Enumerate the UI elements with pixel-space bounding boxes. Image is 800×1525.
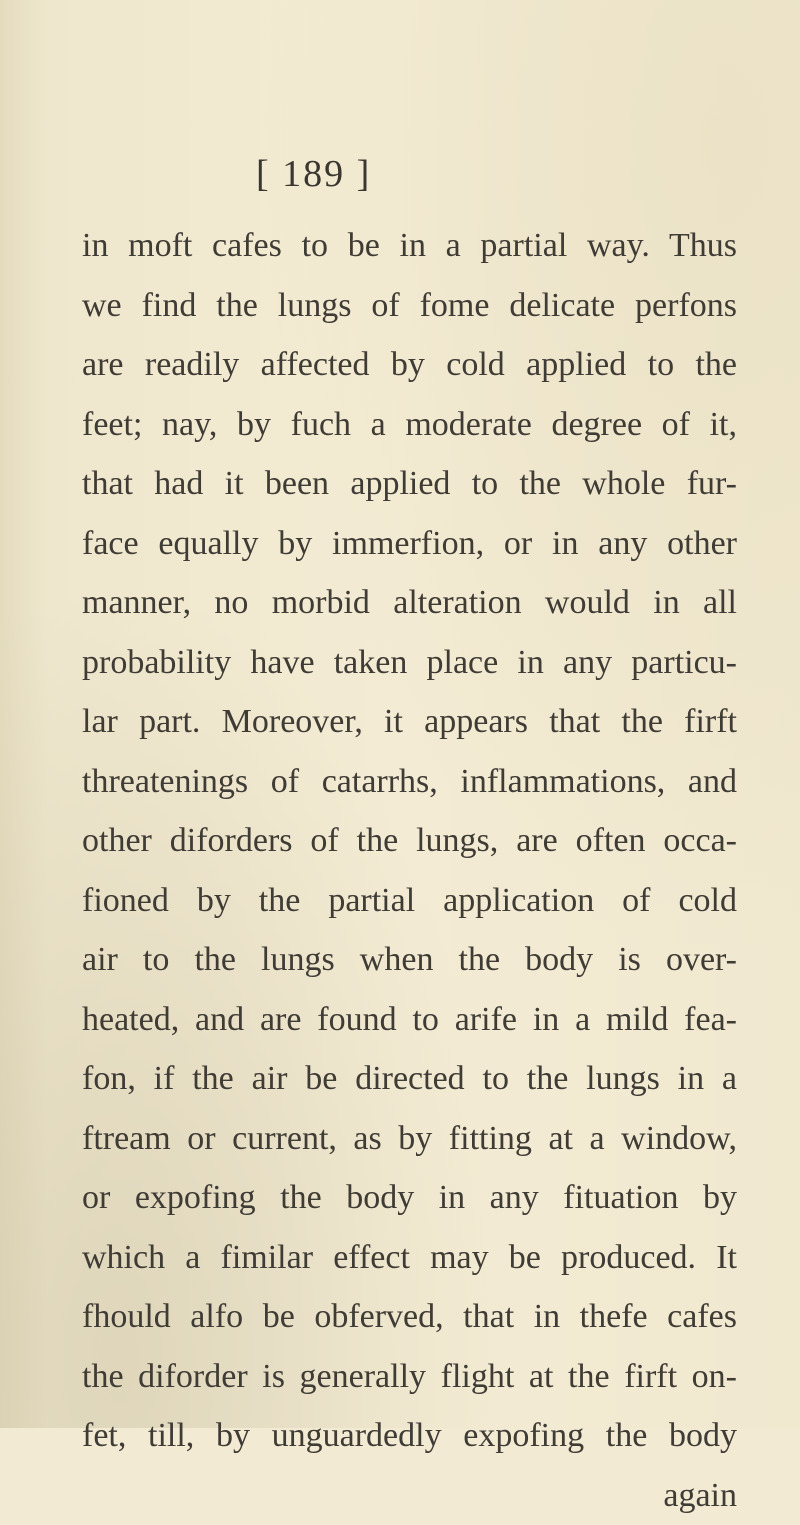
text-line: the diforder is generally flight at the firft on- bbox=[82, 1347, 737, 1407]
text-line: other diforders of the lungs, are often occa- bbox=[82, 811, 737, 871]
text-line: fhould alfo be obferved, that in thefe cafes bbox=[82, 1287, 737, 1347]
body-text bbox=[82, 216, 737, 1525]
text-line: air to the lungs when the body is over- bbox=[82, 930, 737, 990]
text-line: lar part. Moreover, it appears that the firft bbox=[82, 692, 737, 752]
text-line: feet; nay, by fuch a moderate degree of it, bbox=[82, 395, 737, 455]
page-number: [ 189 ] bbox=[256, 152, 426, 196]
catchword: again bbox=[82, 1466, 737, 1525]
text-line: we find the lungs of fome delicate perfons bbox=[82, 276, 737, 336]
text-line: in moft cafes to be in a partial way. Thus bbox=[82, 216, 737, 276]
text-line: probability have taken place in any particu- bbox=[82, 633, 737, 693]
text-line: are readily affected by cold applied to the bbox=[82, 335, 737, 395]
text-line: which a fimilar effect may be produced. It bbox=[82, 1228, 737, 1288]
text-line: or expofing the body in any fituation by bbox=[82, 1168, 737, 1228]
text-line: heated, and are found to arife in a mild fea- bbox=[82, 990, 737, 1050]
text-line: face equally by immerfion, or in any other bbox=[82, 514, 737, 574]
text-line: fet, till, by unguardedly expofing the body bbox=[82, 1406, 737, 1466]
text-line: manner, no morbid alteration would in all bbox=[82, 573, 737, 633]
text-line: that had it been applied to the whole fur- bbox=[82, 454, 737, 514]
text-line: fioned by the partial application of cold bbox=[82, 871, 737, 931]
text-line: threatenings of catarrhs, inflammations, and bbox=[82, 752, 737, 812]
text-line: fon, if the air be directed to the lungs in a bbox=[82, 1049, 737, 1109]
text-line: ftream or current, as by fitting at a window, bbox=[82, 1109, 737, 1169]
